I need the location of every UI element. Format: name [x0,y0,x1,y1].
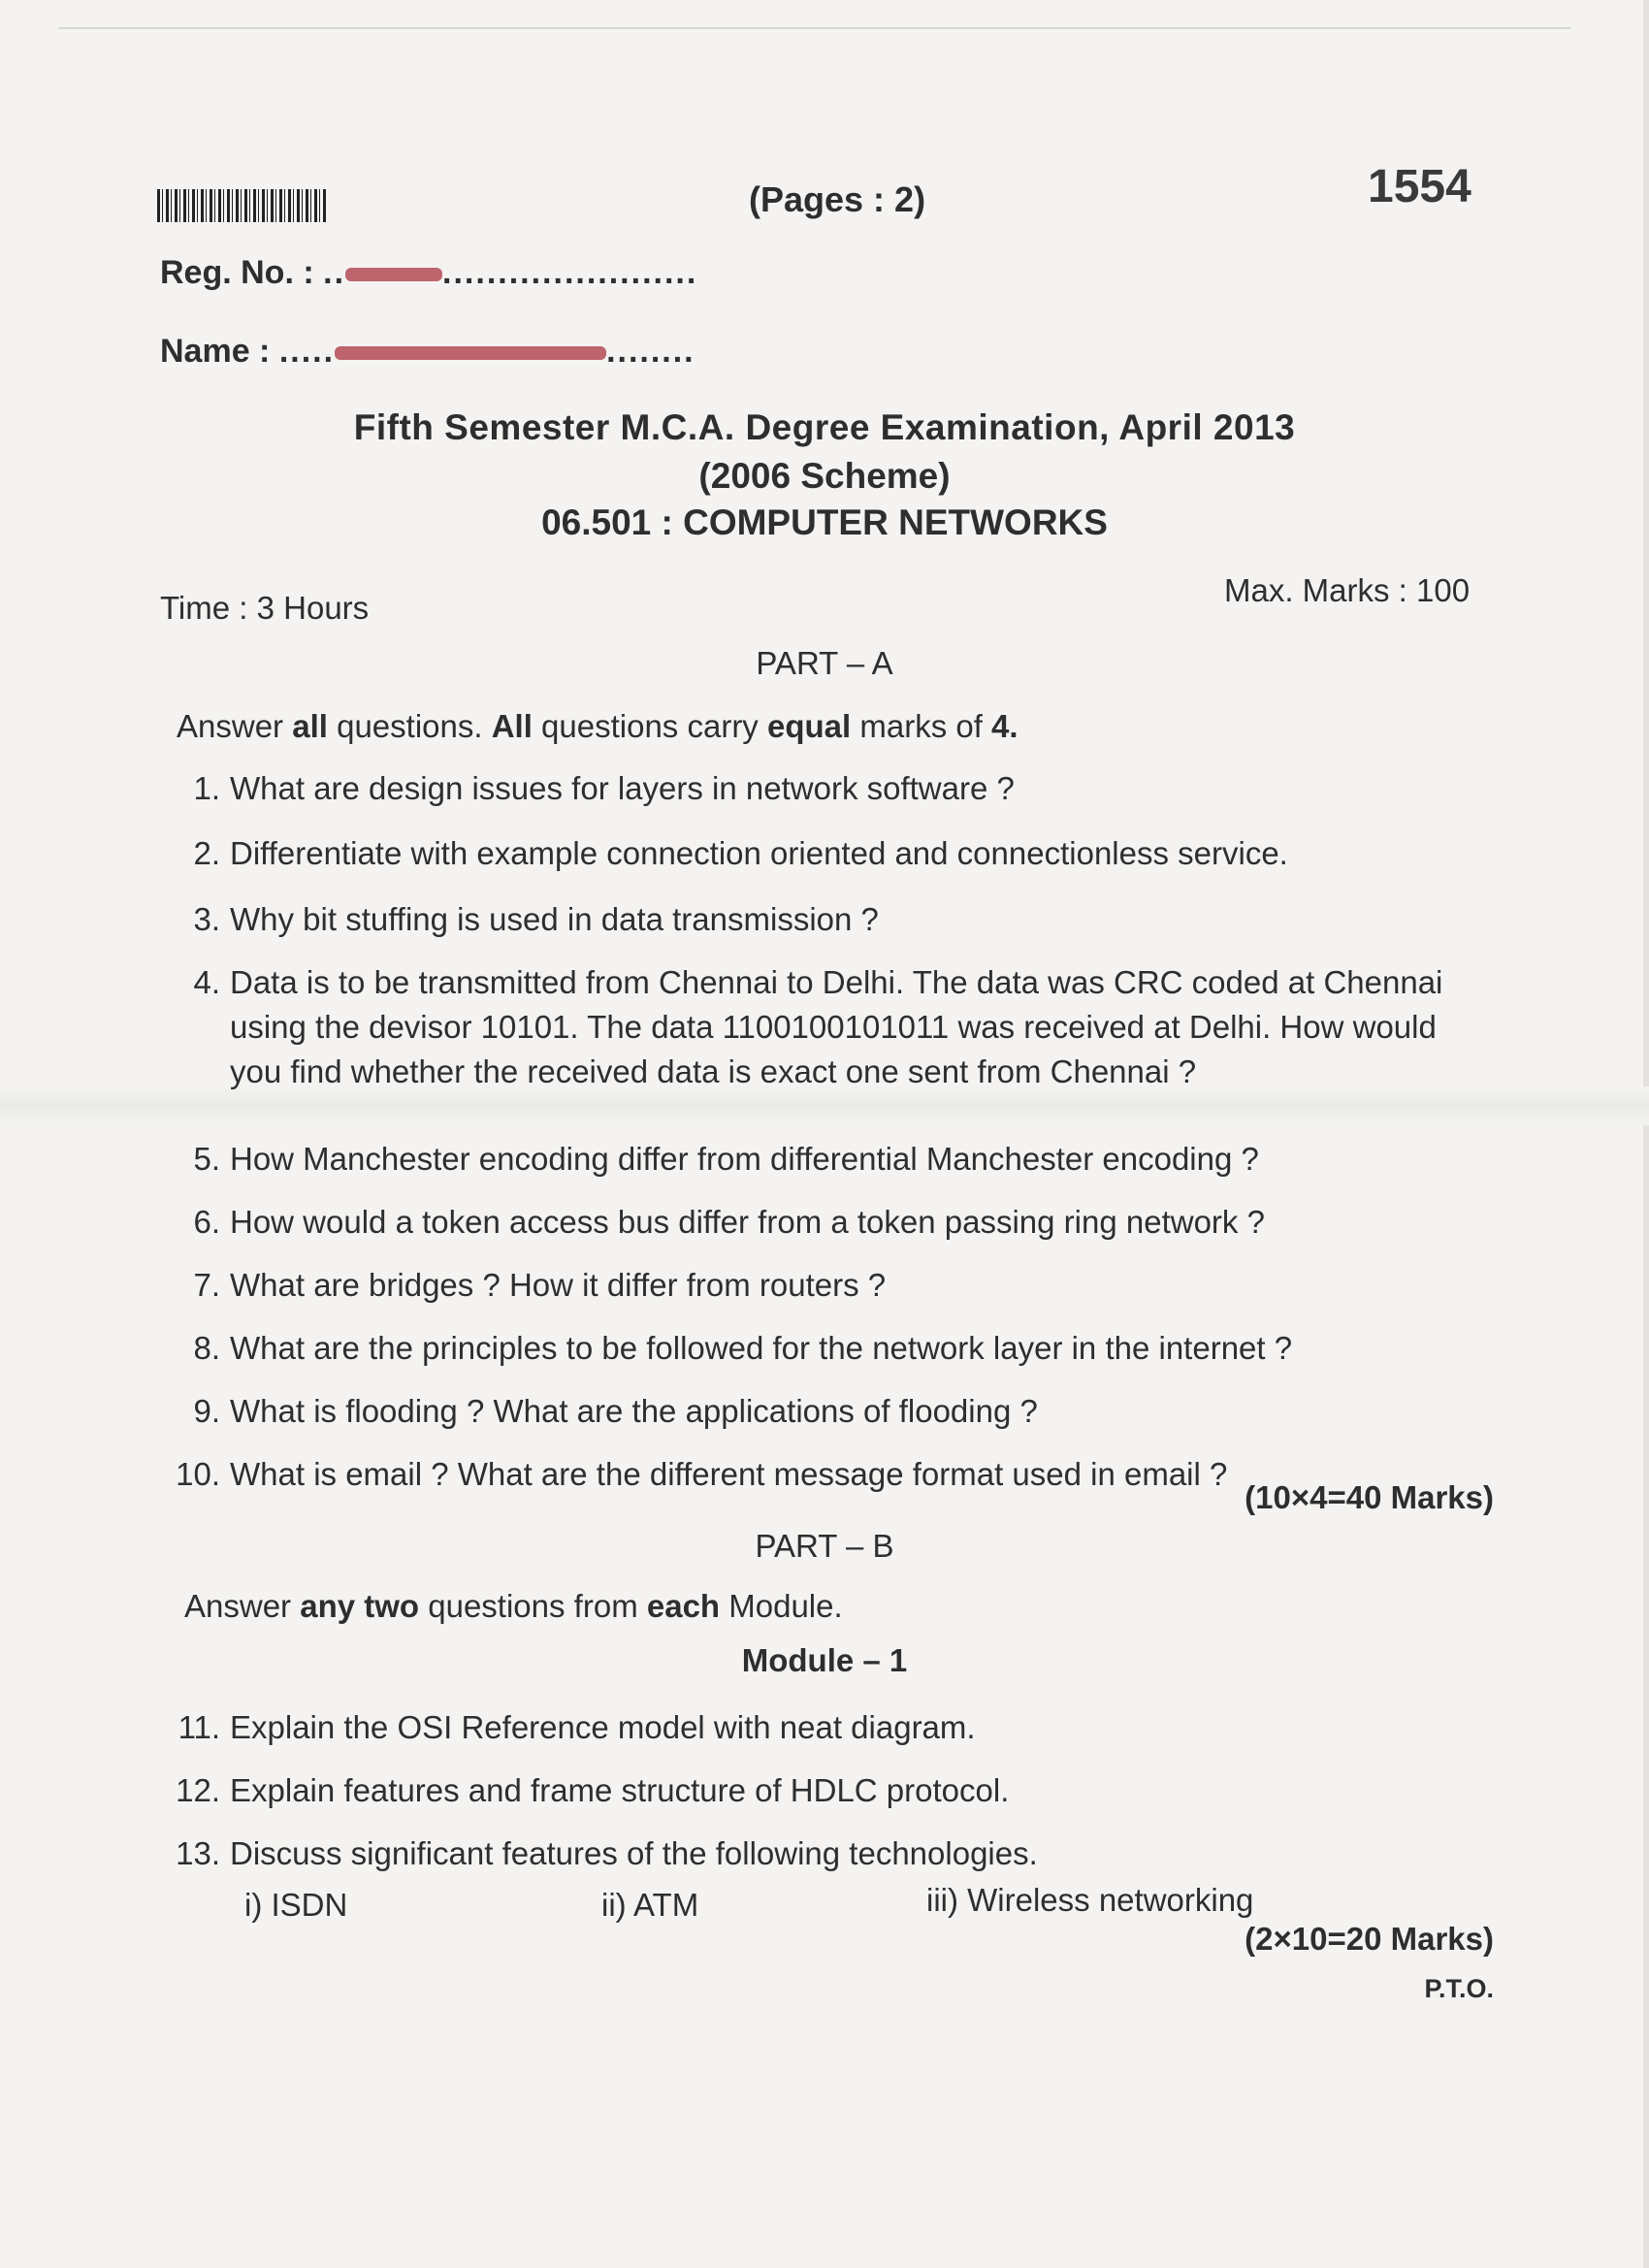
part-b-instructions: Answer any two questions from each Module. [184,1588,843,1624]
scan-right-edge [1643,0,1649,2268]
reg-no-dots: .. ....................... [323,254,698,291]
question-text: How would a token access bus differ from a token passing ring network ? [230,1204,1265,1240]
question-text: What is flooding ? What are the applications of flooding ? [230,1393,1038,1429]
name-field [160,333,695,371]
redaction-mark [335,346,606,360]
barcode [157,189,327,222]
pages-label: (Pages : 2) [749,179,926,219]
scan-top-border [58,27,1571,29]
exam-title: Fifth Semester M.C.A. Degree Examination, April 2013 [353,407,1296,447]
question-text: What are design issues for layers in network software ? [230,770,1015,806]
question-number: 9. [193,1393,220,1429]
part-a-marks: (10×4=40 Marks) [1245,1479,1494,1515]
option-isdn: i) ISDN [244,1887,348,1923]
exam-time: Time : 3 Hours [160,590,370,626]
question-number: 1. [193,770,220,806]
question-text: What are the principles to be followed for the network layer in the internet ? [230,1330,1293,1366]
question-number: 7. [193,1267,220,1303]
question-number: 11. [178,1709,220,1745]
question-number: 6. [193,1204,220,1240]
question-text: What are bridges ? How it differ from routers ? [230,1267,887,1303]
question-text: Explain features and frame structure of HDLC protocol. [230,1772,1010,1808]
part-b-heading: PART – B [755,1528,894,1564]
name-dots: ..... ........ [278,333,695,370]
part-a-instructions: Answer all questions. All questions carry equal marks of 4. [177,708,1018,744]
question-text: Explain the OSI Reference model with neat diagram. [230,1709,976,1745]
exam-scheme: (2006 Scheme) [698,456,951,496]
question-number: 13. [176,1835,220,1871]
paper-code: 1554 [1368,161,1471,212]
pto-label: P.T.O. [1424,1974,1494,2003]
question-text: Data is to be transmitted from Chennai to Delhi. The data was CRC coded at Chennai using the devisor 10101. The data 1100100101011 was received at Delhi. How would you find whether the received data is exact one sent from Chennai ? [230,964,1443,1089]
option-atm: ii) ATM [601,1887,699,1923]
question-number: 3. [193,901,220,937]
part-a-heading: PART – A [756,645,893,681]
question-number: 2. [193,835,220,871]
max-marks: Max. Marks : 100 [1224,572,1471,608]
question-text: What is email ? What are the different message format used in email ? [230,1456,1228,1492]
question-text: How Manchester encoding differ from differential Manchester encoding ? [230,1141,1259,1177]
question-number: 8. [193,1330,220,1366]
redaction-mark [345,268,442,281]
question-number: 12. [176,1772,220,1808]
question-number: 4. [193,964,220,1000]
reg-no-field [160,254,697,292]
question-number: 5. [193,1141,220,1177]
question-text: Why bit stuffing is used in data transmission ? [230,901,879,937]
exam-subject: 06.501 : COMPUTER NETWORKS [541,502,1108,542]
reg-no-label: Reg. No. : [160,254,314,291]
option-wireless: iii) Wireless networking [926,1882,1254,1918]
name-label: Name : [160,333,271,370]
question-number: 10. [176,1456,220,1492]
question-text: Differentiate with example connection oriented and connectionless service. [230,835,1288,871]
question-text: Discuss significant features of the following technologies. [230,1835,1038,1871]
part-b-marks: (2×10=20 Marks) [1245,1921,1494,1957]
module-heading: Module – 1 [741,1642,908,1678]
